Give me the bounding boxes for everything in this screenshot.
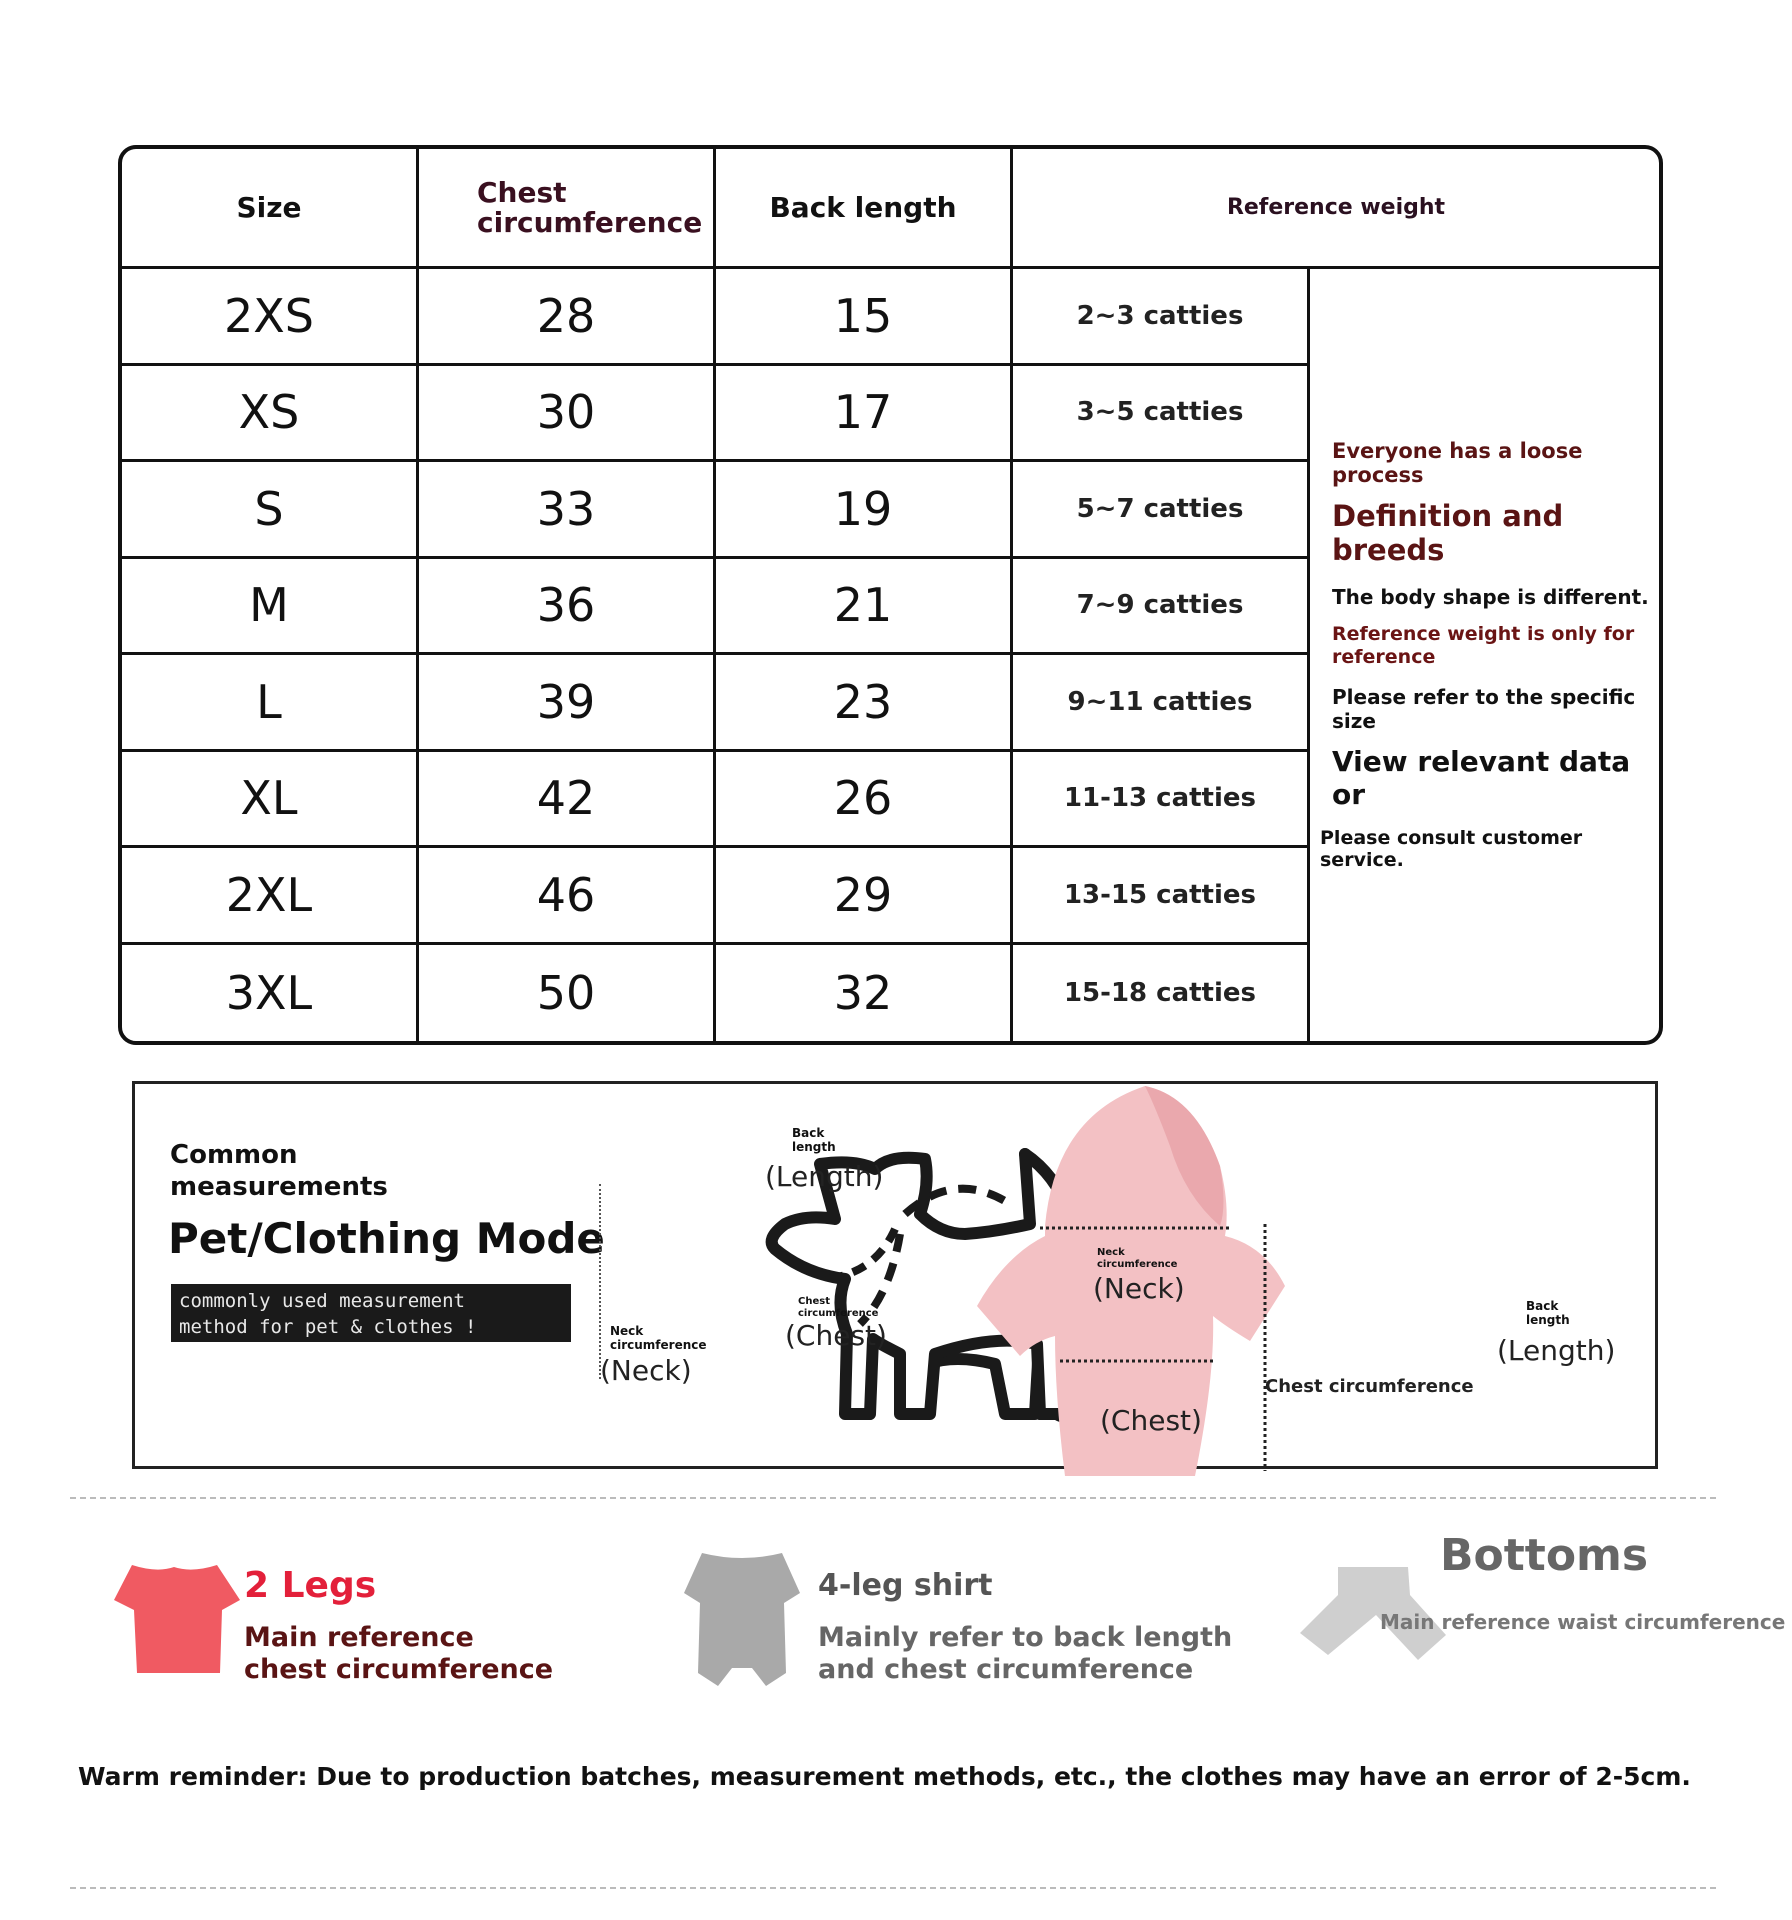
weight-cell: 7~9 catties bbox=[1013, 559, 1310, 656]
chest-cell: 50 bbox=[419, 945, 716, 1042]
note-line: Everyone has a loose process bbox=[1332, 439, 1583, 487]
hoodie-back-label-small: Back length bbox=[1526, 1299, 1570, 1327]
dog-back-label-small: Back length bbox=[792, 1126, 836, 1154]
banner-line: method for pet & clothes ! bbox=[179, 1316, 477, 1338]
bottoms-desc: Main reference waist circumference bbox=[1380, 1610, 1786, 1634]
chest-cell: 28 bbox=[419, 269, 716, 366]
back-length-cell: 21 bbox=[716, 559, 1013, 656]
size-cell: XS bbox=[122, 366, 419, 463]
measurement-panel bbox=[132, 1081, 1658, 1469]
two-legs-title: 2 Legs bbox=[244, 1565, 377, 1606]
four-leg-desc bbox=[818, 1622, 1232, 1686]
dog-back-label-big: (Length) bbox=[765, 1160, 884, 1193]
note-line: Reference weight is only for reference bbox=[1332, 623, 1635, 668]
header-reference-weight: Reference weight bbox=[1013, 149, 1659, 269]
weight-cell: 2~3 catties bbox=[1013, 269, 1310, 366]
back-length-cell: 17 bbox=[716, 366, 1013, 463]
weight-note bbox=[1310, 269, 1659, 1041]
back-length-cell: 29 bbox=[716, 848, 1013, 945]
banner-line: commonly used measurement bbox=[179, 1290, 465, 1312]
size-cell: M bbox=[122, 559, 419, 656]
back-length-cell: 15 bbox=[716, 269, 1013, 366]
weight-cell: 13-15 catties bbox=[1013, 848, 1310, 945]
dog-neck-label-big: (Neck) bbox=[600, 1354, 692, 1387]
note-line: Please consult customer service. bbox=[1320, 827, 1583, 871]
hoodie-chest-label-small: Chest circumference bbox=[1265, 1376, 1474, 1397]
size-cell: L bbox=[122, 655, 419, 752]
chest-cell: 36 bbox=[419, 559, 716, 656]
back-length-cell: 32 bbox=[716, 945, 1013, 1042]
hoodie-back-label-big: (Length) bbox=[1497, 1334, 1616, 1367]
header-size: Size bbox=[122, 149, 419, 269]
red-shirt-icon bbox=[112, 1565, 242, 1675]
desc-line: Mainly refer to back length bbox=[818, 1622, 1233, 1653]
measure-banner bbox=[171, 1284, 571, 1342]
size-cell: S bbox=[122, 462, 419, 559]
note-line: Definition and breeds bbox=[1332, 499, 1564, 567]
measure-title-small: Common measurements bbox=[170, 1140, 388, 1202]
chest-cell: 30 bbox=[419, 366, 716, 463]
header-chest: Chest circumference bbox=[419, 149, 716, 269]
dog-chest-label-small: Chest circumference bbox=[798, 1296, 879, 1319]
two-legs-desc bbox=[244, 1622, 553, 1686]
size-cell: 2XS bbox=[122, 269, 419, 366]
back-length-cell: 23 bbox=[716, 655, 1013, 752]
back-length-cell: 19 bbox=[716, 462, 1013, 559]
hoodie-chest-label-big: (Chest) bbox=[1100, 1404, 1202, 1437]
header-back-length: Back length bbox=[716, 149, 1013, 269]
weight-cell: 9~11 catties bbox=[1013, 655, 1310, 752]
measure-title-big: Pet/Clothing Mode bbox=[168, 1214, 605, 1263]
dotted-divider bbox=[599, 1184, 601, 1379]
note-line: Please refer to the specific size bbox=[1332, 685, 1636, 733]
four-leg-title: 4-leg shirt bbox=[818, 1568, 993, 1603]
bottoms-title: Bottoms bbox=[1440, 1530, 1649, 1581]
desc-line: chest circumference bbox=[244, 1654, 554, 1685]
size-cell: 2XL bbox=[122, 848, 419, 945]
weight-cell: 15-18 catties bbox=[1013, 945, 1310, 1042]
dog-neck-label-small: Neck circumference bbox=[610, 1324, 707, 1352]
note-line: View relevant data or bbox=[1332, 745, 1631, 811]
note-line: The body shape is different. bbox=[1332, 585, 1649, 609]
grey-four-leg-shirt-icon bbox=[682, 1548, 802, 1688]
chest-cell: 42 bbox=[419, 752, 716, 849]
weight-cell: 5~7 catties bbox=[1013, 462, 1310, 559]
size-cell: XL bbox=[122, 752, 419, 849]
weight-cell: 11-13 catties bbox=[1013, 752, 1310, 849]
hoodie-neck-label-big: (Neck) bbox=[1093, 1272, 1185, 1305]
dog-chest-label-big: (Chest) bbox=[785, 1319, 887, 1352]
hoodie-neck-label-small: Neck circumference bbox=[1097, 1247, 1178, 1270]
dashed-divider-bottom bbox=[70, 1887, 1716, 1889]
size-table bbox=[118, 145, 1663, 1045]
chest-cell: 33 bbox=[419, 462, 716, 559]
dashed-divider-top bbox=[70, 1497, 1716, 1499]
desc-line: and chest circumference bbox=[818, 1654, 1194, 1685]
desc-line: Main reference bbox=[244, 1622, 474, 1653]
chest-cell: 39 bbox=[419, 655, 716, 752]
warm-reminder: Warm reminder: Due to production batches, measurement methods, etc., the clothes may have an error of 2-5cm. bbox=[78, 1762, 1691, 1791]
chest-cell: 46 bbox=[419, 848, 716, 945]
size-cell: 3XL bbox=[122, 945, 419, 1042]
back-length-cell: 26 bbox=[716, 752, 1013, 849]
weight-cell: 3~5 catties bbox=[1013, 366, 1310, 463]
